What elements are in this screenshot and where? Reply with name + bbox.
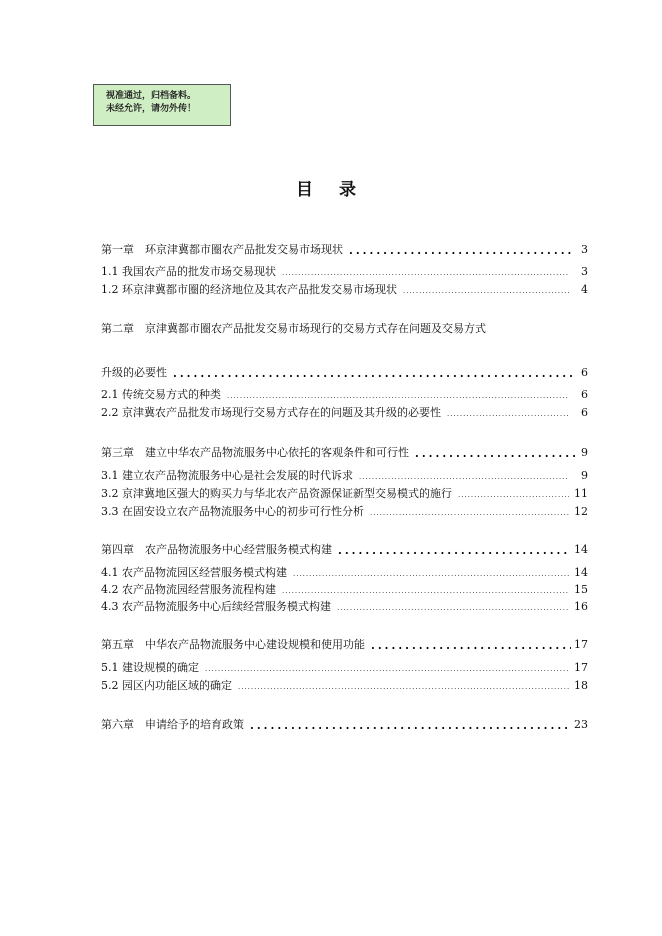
toc-section-1-1[interactable] bbox=[101, 263, 590, 279]
toc-page-number: 6 bbox=[581, 366, 588, 379]
toc-page-number: 4 bbox=[581, 283, 588, 296]
toc-entry-text: 4.1 农产品物流园区经营服务模式构建 bbox=[101, 566, 287, 579]
toc-leader-dots bbox=[238, 684, 569, 691]
toc-page-number: 18 bbox=[574, 679, 588, 692]
toc-entry-text: 1.2 环京津冀都市圈的经济地位及其农产品批发交易市场现状 bbox=[101, 283, 397, 296]
toc-leader-dots bbox=[227, 393, 569, 400]
toc-section-3-2[interactable] bbox=[101, 485, 590, 501]
toc-page-number: 9 bbox=[581, 469, 588, 482]
toc-leader-dots bbox=[337, 605, 569, 612]
toc-section-4-2[interactable] bbox=[101, 581, 590, 597]
toc-leader-dots bbox=[338, 547, 571, 555]
toc-leader-dots bbox=[359, 474, 569, 481]
toc-page-number: 11 bbox=[574, 487, 588, 500]
toc-entry-text: 第四章 农产品物流服务中心经营服务模式构建 bbox=[101, 543, 332, 556]
toc-leader-dots bbox=[205, 666, 569, 673]
toc-chapter-2-first-line[interactable]: 第二章 京津冀都市圈农产品批发交易市场现行的交易方式存在问题及交易方式 bbox=[101, 322, 486, 335]
toc-chapter-1[interactable] bbox=[101, 241, 590, 257]
toc-section-2-2[interactable] bbox=[101, 404, 590, 420]
toc-leader-dots bbox=[282, 588, 569, 595]
toc-entry-text: 第五章 中华农产品物流服务中心建设规模和使用功能 bbox=[101, 638, 365, 651]
toc-leader-dots bbox=[403, 288, 569, 295]
toc-entry-text: 4.3 农产品物流服务中心后续经营服务模式构建 bbox=[101, 600, 331, 613]
toc-chapter-4[interactable] bbox=[101, 541, 590, 557]
toc-leader-dots bbox=[415, 450, 575, 458]
toc-page-number: 3 bbox=[581, 243, 588, 256]
toc-page-number: 16 bbox=[574, 600, 588, 613]
toc-section-5-2[interactable] bbox=[101, 677, 590, 693]
toc-leader-dots bbox=[349, 247, 575, 255]
toc-chapter-5[interactable] bbox=[101, 636, 590, 652]
toc-entry-text: 5.2 园区内功能区域的确定 bbox=[101, 679, 232, 692]
toc-leader-dots bbox=[282, 270, 569, 277]
toc-page-number: 17 bbox=[574, 638, 588, 651]
toc-entry-text: 2.2 京津冀农产品批发市场现行交易方式存在的问题及其升级的必要性 bbox=[101, 406, 441, 419]
notice-line-2: 未经允许，请勿外传！ bbox=[106, 104, 197, 114]
toc-entry-text: 5.1 建设规模的确定 bbox=[101, 661, 199, 674]
toc-entry-text: 第一章 环京津冀都市圈农产品批发交易市场现状 bbox=[101, 243, 343, 256]
toc-entry-text: 2.1 传统交易方式的种类 bbox=[101, 388, 221, 401]
toc-page-number: 6 bbox=[581, 388, 588, 401]
toc-page-number: 6 bbox=[581, 406, 588, 419]
toc-section-4-1[interactable] bbox=[101, 564, 590, 580]
toc-section-5-1[interactable] bbox=[101, 659, 590, 675]
toc-section-3-3[interactable] bbox=[101, 503, 590, 519]
toc-section-2-1[interactable] bbox=[101, 386, 590, 402]
toc-chapter-2[interactable] bbox=[101, 364, 590, 380]
toc-page-number: 14 bbox=[574, 566, 588, 579]
toc-chapter-3[interactable] bbox=[101, 444, 590, 460]
toc-section-4-3[interactable] bbox=[101, 598, 590, 614]
toc-section-3-1[interactable] bbox=[101, 467, 590, 483]
toc-entry-text: 3.1 建立农产品物流服务中心是社会发展的时代诉求 bbox=[101, 469, 353, 482]
page-title: 目 录 bbox=[296, 180, 366, 200]
toc-page-number: 3 bbox=[581, 265, 588, 278]
toc-page-number: 15 bbox=[574, 583, 588, 596]
toc-entry-text: 第三章 建立中华农产品物流服务中心依托的客观条件和可行性 bbox=[101, 446, 409, 459]
toc-chapter-6[interactable] bbox=[101, 716, 590, 732]
toc-section-1-2[interactable] bbox=[101, 281, 590, 297]
toc-page-number: 12 bbox=[574, 505, 588, 518]
toc-entry-text: 3.2 京津冀地区强大的购买力与华北农产品资源保证新型交易模式的施行 bbox=[101, 487, 452, 500]
notice-line-1: 视准通过，归档备料。 bbox=[106, 91, 197, 101]
toc-entry-text: 1.1 我国农产品的批发市场交易现状 bbox=[101, 265, 276, 278]
toc-entry-text: 3.3 在固安设立农产品物流服务中心的初步可行性分析 bbox=[101, 505, 364, 518]
toc-page-number: 23 bbox=[574, 718, 588, 731]
toc-entry-text: 升级的必要性 bbox=[101, 366, 167, 379]
toc-leader-dots bbox=[173, 370, 575, 378]
toc-leader-dots bbox=[447, 411, 569, 418]
toc-page-number: 17 bbox=[574, 661, 588, 674]
toc-leader-dots bbox=[458, 492, 569, 499]
toc-leader-dots bbox=[293, 571, 569, 578]
toc-entry-text: 第六章 申请给予的培育政策 bbox=[101, 718, 244, 731]
toc-page-number: 14 bbox=[574, 543, 588, 556]
toc-leader-dots bbox=[370, 510, 569, 517]
toc-leader-dots bbox=[371, 642, 571, 650]
toc-page-number: 9 bbox=[581, 446, 588, 459]
toc-leader-dots bbox=[250, 722, 571, 730]
toc-entry-text: 4.2 农产品物流园经营服务流程构建 bbox=[101, 583, 276, 596]
